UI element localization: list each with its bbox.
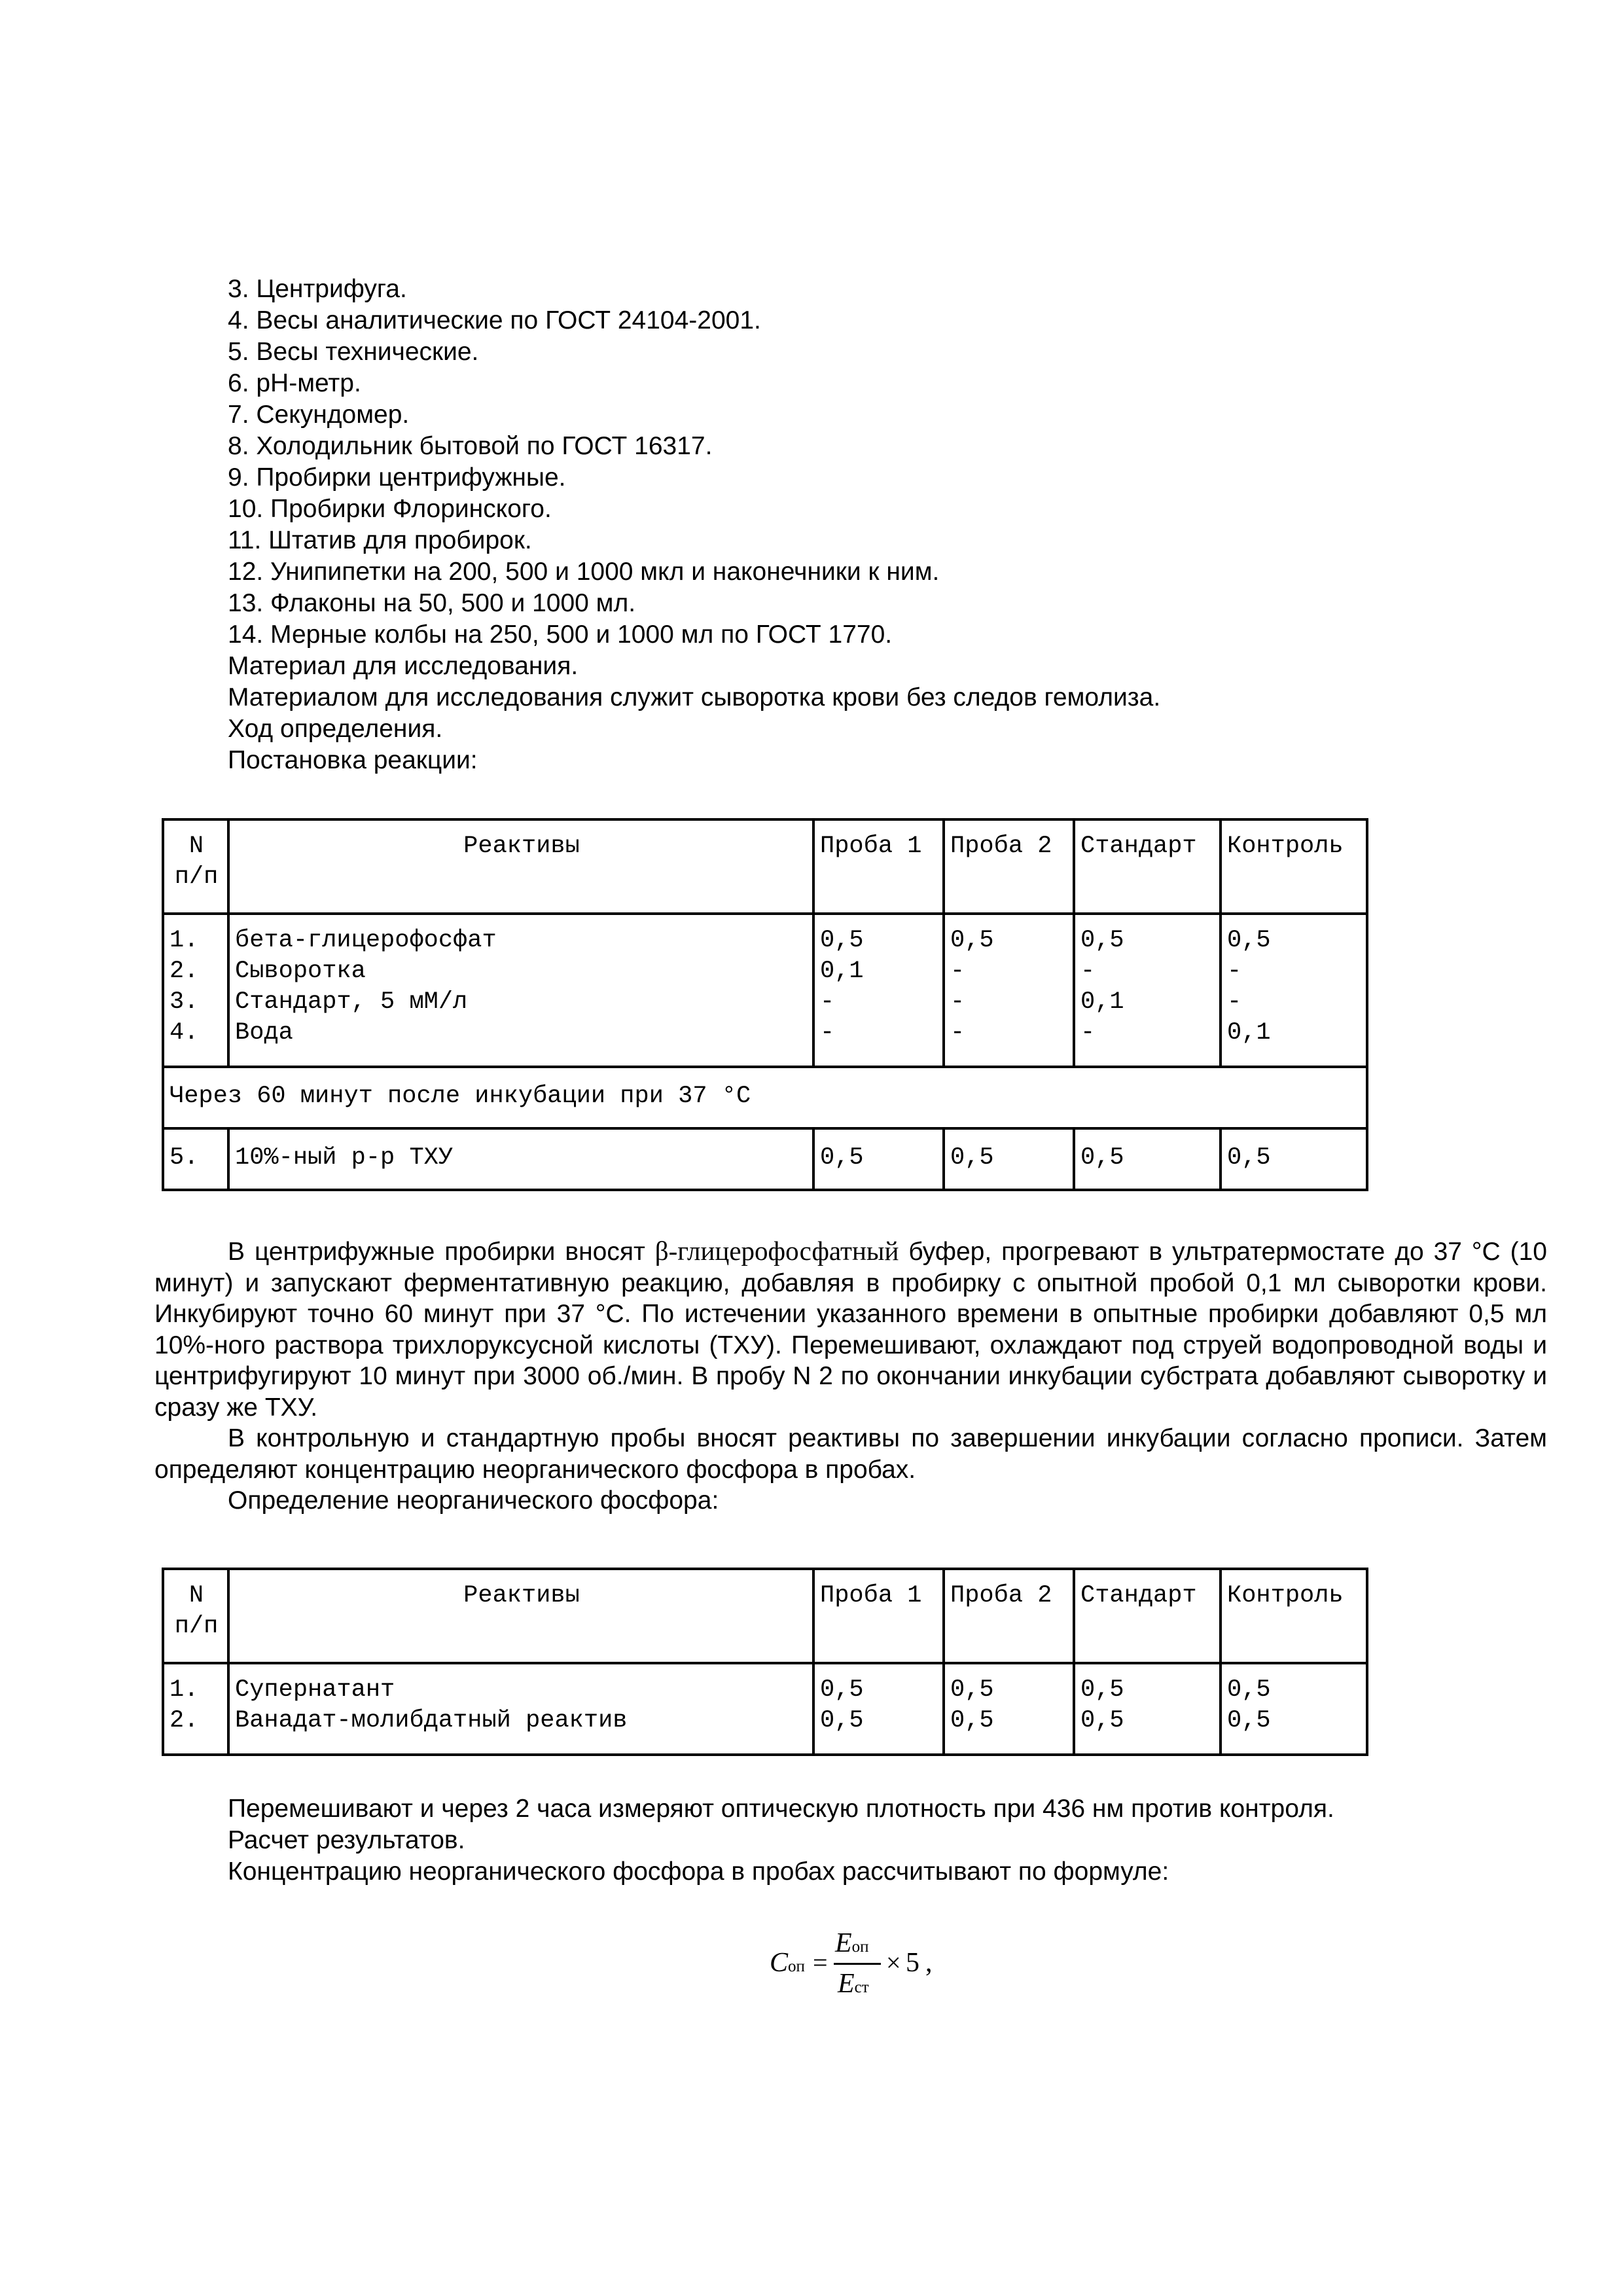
table-span-row [163,1067,1367,1128]
formula-factor: 5 [906,1948,919,1978]
row-probe2-txu: 0,5 [944,1128,1074,1190]
row-numbers: 1. 2. [163,1663,228,1755]
row-control: 0,5 0,5 [1221,1663,1367,1755]
header-probe1: Проба 1 [813,1569,944,1663]
table-header-row [163,1569,1367,1663]
equipment-list [228,274,1160,776]
reaction-setup-table [162,818,1368,1191]
phosphorus-table [162,1568,1368,1756]
formula-times: × [886,1948,901,1977]
header-probe1: Проба 1 [813,819,944,914]
list-line: 8. Холодильник бытовой по ГОСТ 16317. [228,432,713,460]
row-control: 0,5 - - 0,1 [1221,914,1367,1067]
header-control: Контроль [1221,1569,1367,1663]
header-probe2: Проба 2 [944,819,1074,914]
list-line: 13. Флаконы на 50, 500 и 1000 мл. [228,589,636,617]
paragraph-control-standard: В контрольную и стандартную пробы вносят реактивы по завершении инкубации согласно прописи. Затем определяют концентрацию неорганического фосфора в пробах. [154,1424,1547,1484]
row-probe2: 0,5 - - - [944,914,1074,1067]
concentration-formula [770,1928,933,2011]
list-line: Концентрацию неорганического фосфора в пробах рассчитывают по формуле: [228,1857,1169,1886]
procedure-text [154,1236,1547,1516]
section-heading: Материал для исследования. [228,652,579,680]
incubation-note: Через 60 минут после инкубации при 37 °C [163,1067,1367,1128]
row-standard-txu: 0,5 [1074,1128,1221,1190]
header-reagents: Реактивы [228,1569,813,1663]
formula-c: Cоп [770,1948,805,1978]
list-line: 14. Мерные колбы на 250, 500 и 1000 мл по ГОСТ 1770. [228,620,893,649]
row-standard: 0,5 - 0,1 - [1074,914,1221,1067]
paragraph-phosphorus-heading: Определение неорганического фосфора: [228,1486,719,1515]
list-line: 7. Секундомер. [228,401,410,429]
list-line: 5. Весы технические. [228,338,479,366]
list-line: 3. Центрифуга. [228,275,407,303]
row-probe2: 0,5 0,5 [944,1663,1074,1755]
row-n-5: 5. [163,1128,228,1190]
list-line: 12. Унипипетки на 200, 500 и 1000 мкл и наконечники к ним. [228,558,940,586]
header-standard: Стандарт [1074,1569,1221,1663]
header-control: Контроль [1221,819,1367,914]
formula-equals: = [813,1948,828,1977]
list-line: 11. Штатив для пробирок. [228,526,532,554]
table-row [163,1663,1367,1755]
list-line: Материалом для исследования служит сыворотка крови без следов гемолиза. [228,683,1161,711]
table-row [163,914,1367,1067]
row-numbers: 1. 2. 3. 4. [163,914,228,1067]
list-line: Перемешивают и через 2 часа измеряют оптическую плотность при 436 нм против контроля. [228,1795,1334,1823]
row-probe1-txu: 0,5 [813,1128,944,1190]
paragraph-procedure: В центрифужные пробирки вносят β-глицерофосфатный буфер, прогревают в ультратермостате до 37 °С (10 минут) и запускают ферментативную реакцию, добавляя в пробирку с опытной пробой 0,1 мл сыворотки крови. Инкубируют точно 60 минут при 37 °С. По истечении указанного времени в опытные пробирки добавляют 0,5 мл 10%-ного раствора трихлоруксусной кислоты (ТХУ). Перемешивают, охлаждают под струей водопроводной воды и центрифугируют 10 минут при 3000 об./мин. В пробу N 2 по окончании инкубации субстрата добавляют сыворотку и сразу же ТХУ. [154,1236,1547,1422]
table-row [163,1128,1367,1190]
formula-comma: , [925,1948,933,1978]
beta-glycerophosphate: β-глицерофосфатный [654,1236,899,1266]
formula-denominator: Eст [838,1969,869,1999]
header-n: N п/п [163,1569,228,1663]
header-reagents: Реактивы [228,819,813,914]
header-n: N п/п [163,819,228,914]
header-standard: Стандарт [1074,819,1221,914]
row-reagents: Супернатант Ванадат-молибдатный реактив [228,1663,813,1755]
section-heading: Постановка реакции: [228,746,478,774]
row-control-txu: 0,5 [1221,1128,1367,1190]
row-probe1: 0,5 0,1 - - [813,914,944,1067]
calculation-text [228,1793,1334,1888]
row-reagent-txu: 10%-ный р-р ТХУ [228,1128,813,1190]
row-standard: 0,5 0,5 [1074,1663,1221,1755]
section-heading: Ход определения. [228,715,443,743]
section-heading: Расчет результатов. [228,1826,465,1854]
list-line: 10. Пробирки Флоринского. [228,495,552,523]
row-reagents: бета-глицерофосфат Сыворотка Стандарт, 5 мМ/л Вода [228,914,813,1067]
header-probe2: Проба 2 [944,1569,1074,1663]
row-probe1: 0,5 0,5 [813,1663,944,1755]
list-line: 4. Весы аналитические по ГОСТ 24104-2001. [228,306,761,334]
list-line: 9. Пробирки центрифужные. [228,463,566,492]
list-line: 6. pH-метр. [228,369,361,397]
fraction-bar [834,1963,881,1965]
formula-numerator: Eоп [835,1928,869,1958]
table-header-row [163,819,1367,914]
